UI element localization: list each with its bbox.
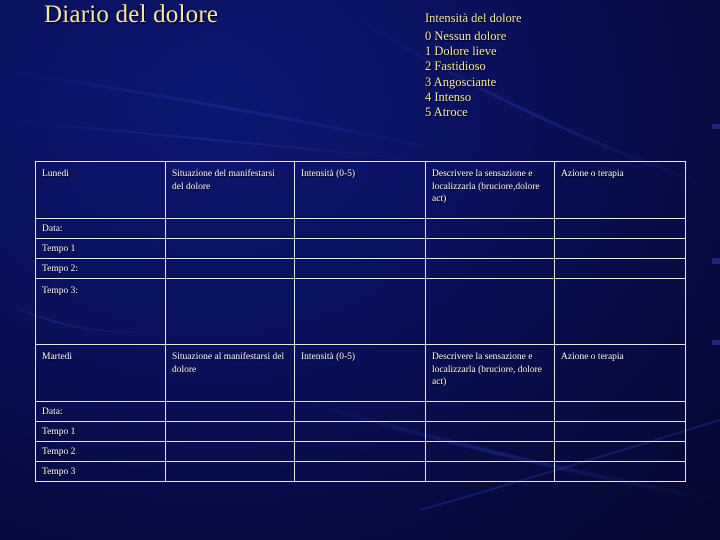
header-day-cell: Martedì xyxy=(36,345,166,402)
entry-cell[interactable] xyxy=(555,462,686,482)
legend-item: 3 Angosciante xyxy=(425,74,497,89)
row-label: Data: xyxy=(36,219,166,239)
entry-cell[interactable] xyxy=(295,279,426,345)
entry-cell[interactable] xyxy=(426,462,555,482)
entry-cell[interactable] xyxy=(295,422,426,442)
legend-item: 5 Atroce xyxy=(425,105,468,120)
entry-cell[interactable] xyxy=(426,422,555,442)
entry-cell[interactable] xyxy=(555,239,686,259)
entry-cell[interactable] xyxy=(295,462,426,482)
header-situation-cell: Situazione del manifestarsi del dolore xyxy=(166,162,295,219)
row-label: Tempo 3 xyxy=(36,462,166,482)
row-label: Data: xyxy=(36,402,166,422)
legend-item: 1 Dolore lieve xyxy=(425,44,497,59)
tuesday-date-row xyxy=(36,402,686,422)
row-label: Tempo 2: xyxy=(36,259,166,279)
row-label: Tempo 2 xyxy=(36,442,166,462)
legend-title: Intensità del dolore xyxy=(425,11,522,25)
pain-intensity-legend xyxy=(425,10,522,120)
entry-cell[interactable] xyxy=(295,259,426,279)
entry-cell[interactable] xyxy=(555,219,686,239)
monday-date-row xyxy=(36,219,686,239)
entry-cell[interactable] xyxy=(295,239,426,259)
header-description-cell: Descrivere la sensazione e localizzarla (bruciore, dolore act) xyxy=(426,345,555,402)
header-description-cell: Descrivere la sensazione e localizzarla (bruciore,dolore act) xyxy=(426,162,555,219)
entry-cell[interactable] xyxy=(295,219,426,239)
entry-cell[interactable] xyxy=(555,279,686,345)
row-label: Tempo 1 xyxy=(36,422,166,442)
header-day-cell: Lunedì xyxy=(36,162,166,219)
entry-cell[interactable] xyxy=(426,442,555,462)
monday-tempo-1-row xyxy=(36,239,686,259)
entry-cell[interactable] xyxy=(426,239,555,259)
entry-cell[interactable] xyxy=(166,259,295,279)
entry-cell[interactable] xyxy=(555,402,686,422)
entry-cell[interactable] xyxy=(426,279,555,345)
entry-cell[interactable] xyxy=(426,259,555,279)
legend-item: 0 Nessun dolore xyxy=(425,29,507,43)
row-label: Tempo 3: xyxy=(36,279,166,345)
monday-header-row xyxy=(36,162,686,219)
legend-list xyxy=(425,29,522,120)
header-action-cell: Azione o terapia xyxy=(555,162,686,219)
tuesday-tempo-1-row xyxy=(36,422,686,442)
entry-cell[interactable] xyxy=(166,462,295,482)
header-intensity-cell: Intensità (0-5) xyxy=(295,345,426,402)
slide-title: Diario del dolore xyxy=(44,1,219,28)
entry-cell[interactable] xyxy=(555,259,686,279)
entry-cell[interactable] xyxy=(166,219,295,239)
entry-cell[interactable] xyxy=(295,402,426,422)
legend-item: 4 Intenso xyxy=(425,89,472,104)
entry-cell[interactable] xyxy=(555,422,686,442)
entry-cell[interactable] xyxy=(166,422,295,442)
entry-cell[interactable] xyxy=(166,239,295,259)
entry-cell[interactable] xyxy=(426,402,555,422)
legend-item: 2 Fastidioso xyxy=(425,59,486,74)
monday-tempo-2-row xyxy=(36,259,686,279)
entry-cell[interactable] xyxy=(166,279,295,345)
tuesday-tempo-2-row xyxy=(36,442,686,462)
pain-diary-table xyxy=(35,161,686,482)
header-intensity-cell: Intensità (0-5) xyxy=(295,162,426,219)
entry-cell[interactable] xyxy=(426,219,555,239)
entry-cell[interactable] xyxy=(166,442,295,462)
entry-cell[interactable] xyxy=(166,402,295,422)
header-action-cell: Azione o terapia xyxy=(555,345,686,402)
monday-tempo-3-row xyxy=(36,279,686,345)
entry-cell[interactable] xyxy=(295,442,426,462)
tuesday-tempo-3-row xyxy=(36,462,686,482)
header-situation-cell: Situazione al manifestarsi del dolore xyxy=(166,345,295,402)
tuesday-header-row xyxy=(36,345,686,402)
entry-cell[interactable] xyxy=(555,442,686,462)
row-label: Tempo 1 xyxy=(36,239,166,259)
